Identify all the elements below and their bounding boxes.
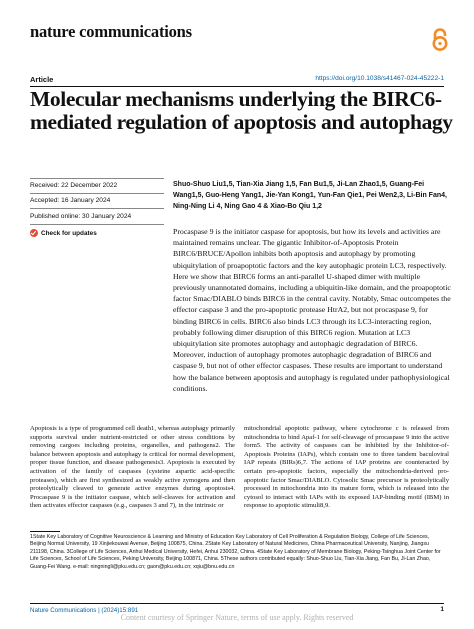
meta-divider [30, 193, 164, 194]
meta-divider [30, 224, 164, 225]
accepted-date: Accepted: 16 January 2024 [30, 197, 111, 204]
article-type-label: Article [30, 75, 54, 84]
body-column-left: Apoptosis is a type of programmed cell death1, whereas autophagy primarily supports survival under nutrient-restricted or other stress conditions by removing cargoes including proteins, organelles, and pathogens2. The balance between apoptosis and autophagy is critical for normal development, proper tissue function, and disease pathogenesis3. Apoptosis is executed by activation of the family of caspases (cysteine aspartic acid-specific proteases), which are first synthesized as weakly active zymogens and then proteolytically cleaved to generate active enzymes during apoptosis4. Procaspase 9 is the initiator caspase, which self-cleaves for activation and then activates effector caspases (e.g., caspases 3 and 7), in the intrinsic or [30, 425, 235, 510]
citation-footer: Nature Communications | (2024)15:891 [30, 607, 139, 614]
author-list: Shuo-Shuo Liu1,5, Tian-Xia Jiang 1,5, Fan Bu1,5, Ji-Lan Zhao1,5, Guang-Fei Wang1,5, Guo-Heng Yang1, Jie-Yan Kong1, Yun-Fan Qie1, Pei Wen2,3, Li-Bin Fan4, Ning-Ning Li 4, Ning Gao 4 & Xiao-Bo Qiu 1,2 [173, 181, 447, 210]
meta-divider [30, 178, 164, 179]
meta-divider [30, 208, 164, 209]
published-date: Published online: 30 January 2024 [30, 213, 132, 220]
abstract-text: Procaspase 9 is the initiator caspase for apoptosis, but how its levels and activities are maintained remains unclear. The gigantic Inhibitor-of-Apoptosis Protein BIRC6/BRUCE/Apollon inhibits both apoptosis and autophagy by promoting ubiquitylation of proapoptotic factors and the key autophagic protein LC3, respectively. Here we show that BIRC6 forms an anti-parallel U-shaped dimer with multiple previously unannotated domains, including a ubiquitin-like domain, and the proapoptotic factor Smac/DIABLO binds BIRC6 in the central cavity. Notably, Smac outcompetes the effector caspase 3 and the pro-apoptotic protease HtrA2, but not procaspase 9, for binding BIRC6 in cells. BIRC6 also binds LC3 through its LC3-interacting region, probably following dimer disruption of this BIRC6 region. Mutation at LC3 ubiquitylation site promotes autophagy and autophagic degradation of BIRC6. Moreover, induction of autophagy promotes autophagic degradation of BIRC6 and caspase 9, but not of other effector caspases. These results are important to understand how the balance between apoptosis and autophagy is regulated under pathophysiological conditions. [173, 227, 451, 393]
article-title: Molecular mechanisms underlying the BIRC6-mediated regulation of apoptosis and autophagy [30, 87, 453, 134]
footer-divider [30, 603, 444, 604]
copyright-watermark: Content courtesy of Springer Nature, terms of use apply. Rights reserved [120, 613, 354, 622]
doi-link[interactable]: https://doi.org/10.1038/s41467-024-45222-1 [315, 75, 444, 82]
page-number: 1 [440, 606, 444, 613]
check-for-updates-button[interactable] [30, 229, 97, 237]
check-updates-label: Check for updates [41, 229, 97, 237]
open-access-lock-icon [431, 28, 449, 52]
check-updates-icon [30, 229, 38, 237]
journal-name: nature communications [30, 22, 192, 41]
body-column-right: mitochondrial apoptotic pathway, where cytochrome c is released from mitochondria to bind Apaf-1 for self-cleavage of procaspase 9 into the active form5. The activity of caspases can be inhibited by the Inhibitor-of-Apoptosis Proteins (IAPs), which contain one to three tandem baculoviral IAP repeats (BIRs)6,7. The actions of IAP proteins are counteracted by certain pro-apoptotic factors, especially the mitochondria-derived pro-apoptotic factor Smac/DIABLO. Cytosolic Smac precursor is proteolytically processed in mitochondria into its mature form, which is released into the cytosol to interact with IAPs with its exposed IAP-binding motif (IBM) in response to apoptotic stimuli8,9. [244, 425, 449, 510]
affiliations-footnote: 1State Key Laboratory of Cognitive Neuroscience & Learning and Ministry of Education Key Laboratory of Cell Proliferation & Regulation Biology, College of Life Sciences, Beijing Normal University, 19 Xinjiekouwai Avenue, Beijing 100875, China. 2State Key Laboratory of Natural Medicines, China Pharmaceutical University, Nanjing, Jiangsu 211198, China. 3College of Life Sciences, Anhui Medical University, Hefei, Anhui 230032, China. 4State Key Laboratory of Membrane Biology, Peking-Tsinghua Joint Center for Life Sciences, School of Life Sciences, Peking University, Beijing 100871, China. 5These authors contributed equally: Shuo-Shuo Liu, Tian-Xia Jiang, Fan Bu, Ji-Lan Zhao, Guang-Fei Wang. e-mail: ningningli@pku.edu.cn; gaon@pku.edu.cn; xqiu@bnu.edu.cn [30, 534, 441, 570]
received-date: Received: 22 December 2022 [30, 182, 118, 189]
footnote-divider [30, 531, 60, 532]
